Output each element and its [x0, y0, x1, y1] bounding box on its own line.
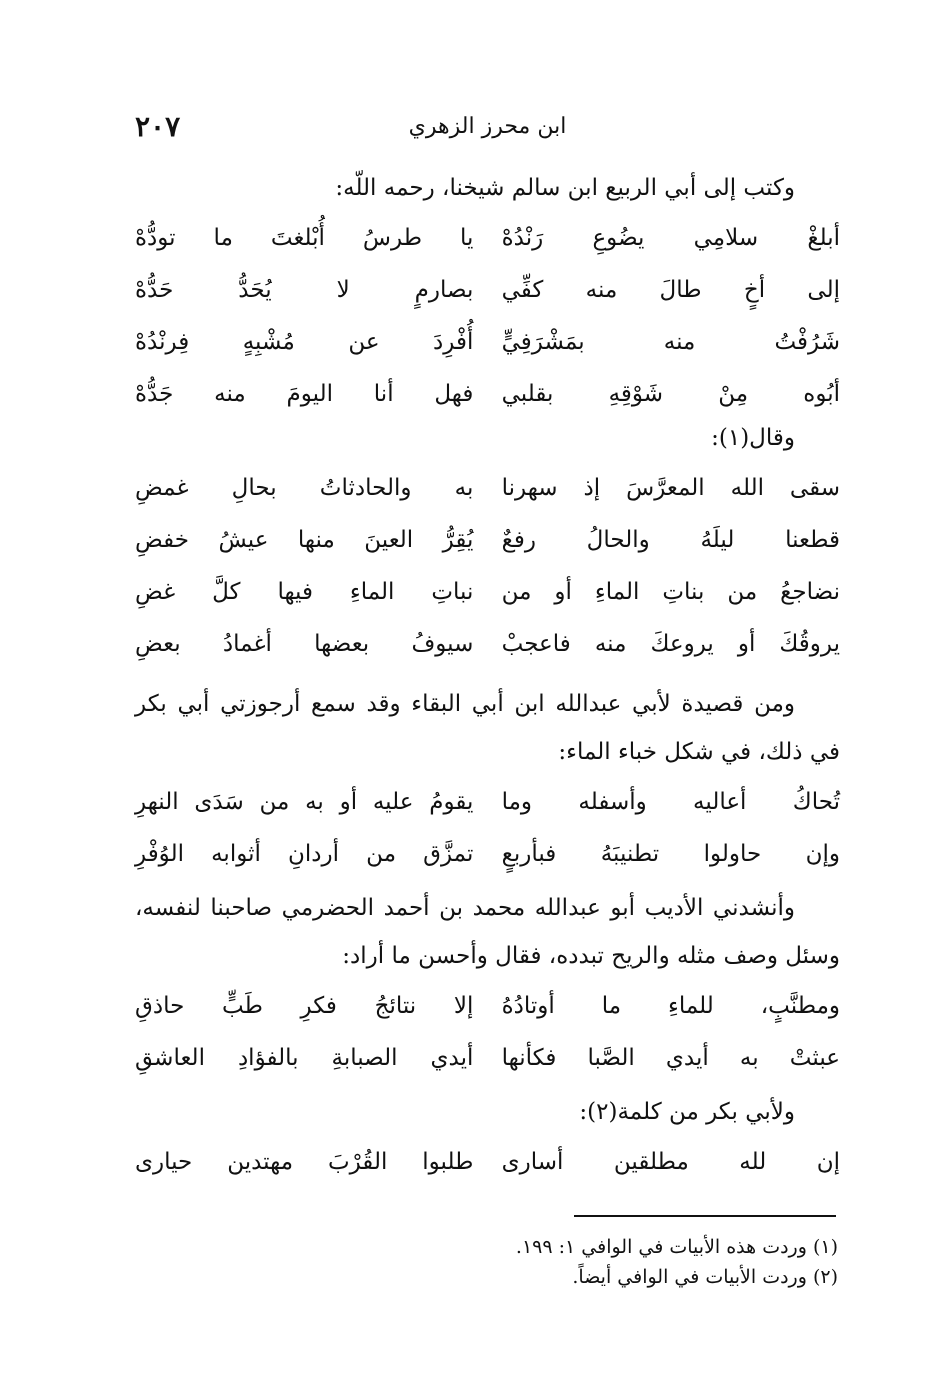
verse-second-hemistich: يُقِرُّ العينَ منها عيشُ خفضِ [135, 527, 474, 553]
running-title: ابن محرز الزهري [408, 114, 567, 139]
verse-line [135, 1136, 840, 1188]
verse-line [135, 264, 840, 316]
footnote-1: (١) وردت هذه الأبيات في الوافي ١: ١٩٩. [515, 1236, 838, 1258]
verse-line [135, 316, 840, 368]
verse-second-hemistich: طلبوا القُرْبَ مهتدين حيارى [135, 1149, 474, 1175]
verse-line [135, 1032, 840, 1084]
section-intro: ومن قصيدة لأبي عبدالله ابن أبي البقاء وقد سمع أرجوزتي أبي بكر في ذلك، في شكل خباء الماء: [135, 691, 840, 765]
verse-second-hemistich: أُفْرِدَ عن مُشْبِهٍ فِرنْدُهْ [135, 329, 474, 355]
verse-first-hemistich: سقى الله المعرَّسَ إذ سهرنا [501, 475, 840, 501]
verse-second-hemistich: به والحادثاتُ بحالِ غمضِ [135, 475, 474, 501]
footnote-divider [574, 1215, 836, 1217]
verse-second-hemistich: سيوفُ بعضها أغمادُ بعضِ [135, 631, 474, 657]
verse-second-hemistich: إلا نتائجُ فكرِ طَبٍّ حاذقِ [135, 993, 474, 1019]
verse-line [135, 212, 840, 264]
verse-first-hemistich: يروقُكَ أو يروعكَ منه فاعجبْ [501, 631, 840, 657]
section-intro: وكتب إلى أبي الربيع ابن سالم شيخنا، رحمه اللّه: [335, 175, 795, 201]
verse-second-hemistich: أيدي الصبابةِ بالفؤادِ العاشقِ [135, 1045, 474, 1071]
verse-first-hemistich: تُحاكُ أعاليه وأسفله وما [501, 789, 840, 815]
verse-second-hemistich: فهل أنا اليومَ منه جَدُّهْ [135, 381, 474, 407]
verse-second-hemistich: نباتِ الماءِ فيها كلَّ غضِ [135, 579, 474, 605]
verse-first-hemistich: عبثتْ به أيدي الصَّبا فكأنها [501, 1045, 840, 1071]
verse-line [135, 828, 840, 880]
section-intro: وقال(١): [711, 425, 795, 451]
verse-first-hemistich: أبلغْ سلامِي يضُوعِ رَنْدُهْ [501, 225, 840, 251]
verse-line [135, 514, 840, 566]
footnotes [133, 1232, 838, 1292]
section-1 [135, 164, 840, 420]
verse-line [135, 368, 840, 420]
verse-first-hemistich: إن لله مطلقين أسارى [501, 1149, 840, 1175]
verse-second-hemistich: يقومُ عليه أو به من سَدَى النهرِ [135, 789, 474, 815]
section-3 [135, 680, 840, 880]
page-number: ٢٠٧ [135, 110, 181, 143]
section-4 [135, 884, 840, 1084]
verse-line [135, 980, 840, 1032]
footnote-2: (٢) وردت الأبيات في الوافي أيضاً. [572, 1266, 838, 1288]
verse-line [135, 618, 840, 670]
verse-first-hemistich: إلى أخٍ طالَ منه كفِّي [501, 277, 840, 303]
section-intro: وأنشدني الأديب أبو عبدالله محمد بن أحمد الحضرمي صاحبنا لنفسه، وسئل وصف مثله والريح تبدده، فقال وأحسن ما أراد: [135, 895, 840, 969]
verse-first-hemistich: أبُوه مِنْ شَوْقِهِ بقلبي [501, 381, 840, 407]
verse-second-hemistich: يا طرسُ أُبْلغتَ ما تودُّهْ [135, 225, 474, 251]
page-header [135, 108, 840, 148]
verse-second-hemistich: بصارمٍ لا يُحَدُّ حَدُّهْ [135, 277, 474, 303]
verse-first-hemistich: وإن حاولوا تطنيبَهُ فبأربعٍ [501, 841, 840, 867]
verse-second-hemistich: تمزَّق من أردانِ أثوابه الوُفْرِ [135, 841, 474, 867]
section-intro: ولأبي بكر من كلمة(٢): [579, 1099, 795, 1125]
verse-line [135, 776, 840, 828]
verse-first-hemistich: نضاجعُ من بناتِ الماءِ أو من [501, 579, 840, 605]
section-5 [135, 1088, 840, 1188]
verse-first-hemistich: ومطنَّبٍ، للماءِ ما أوتادُهُ [501, 993, 840, 1019]
verse-first-hemistich: قطعنا ليلَهُ والحالُ رفعٌ [501, 527, 840, 553]
verse-first-hemistich: شَرُفْتُ منه بمَشْرَفِيٍّ [501, 329, 840, 355]
verse-line [135, 566, 840, 618]
section-2 [135, 414, 840, 670]
verse-line [135, 462, 840, 514]
